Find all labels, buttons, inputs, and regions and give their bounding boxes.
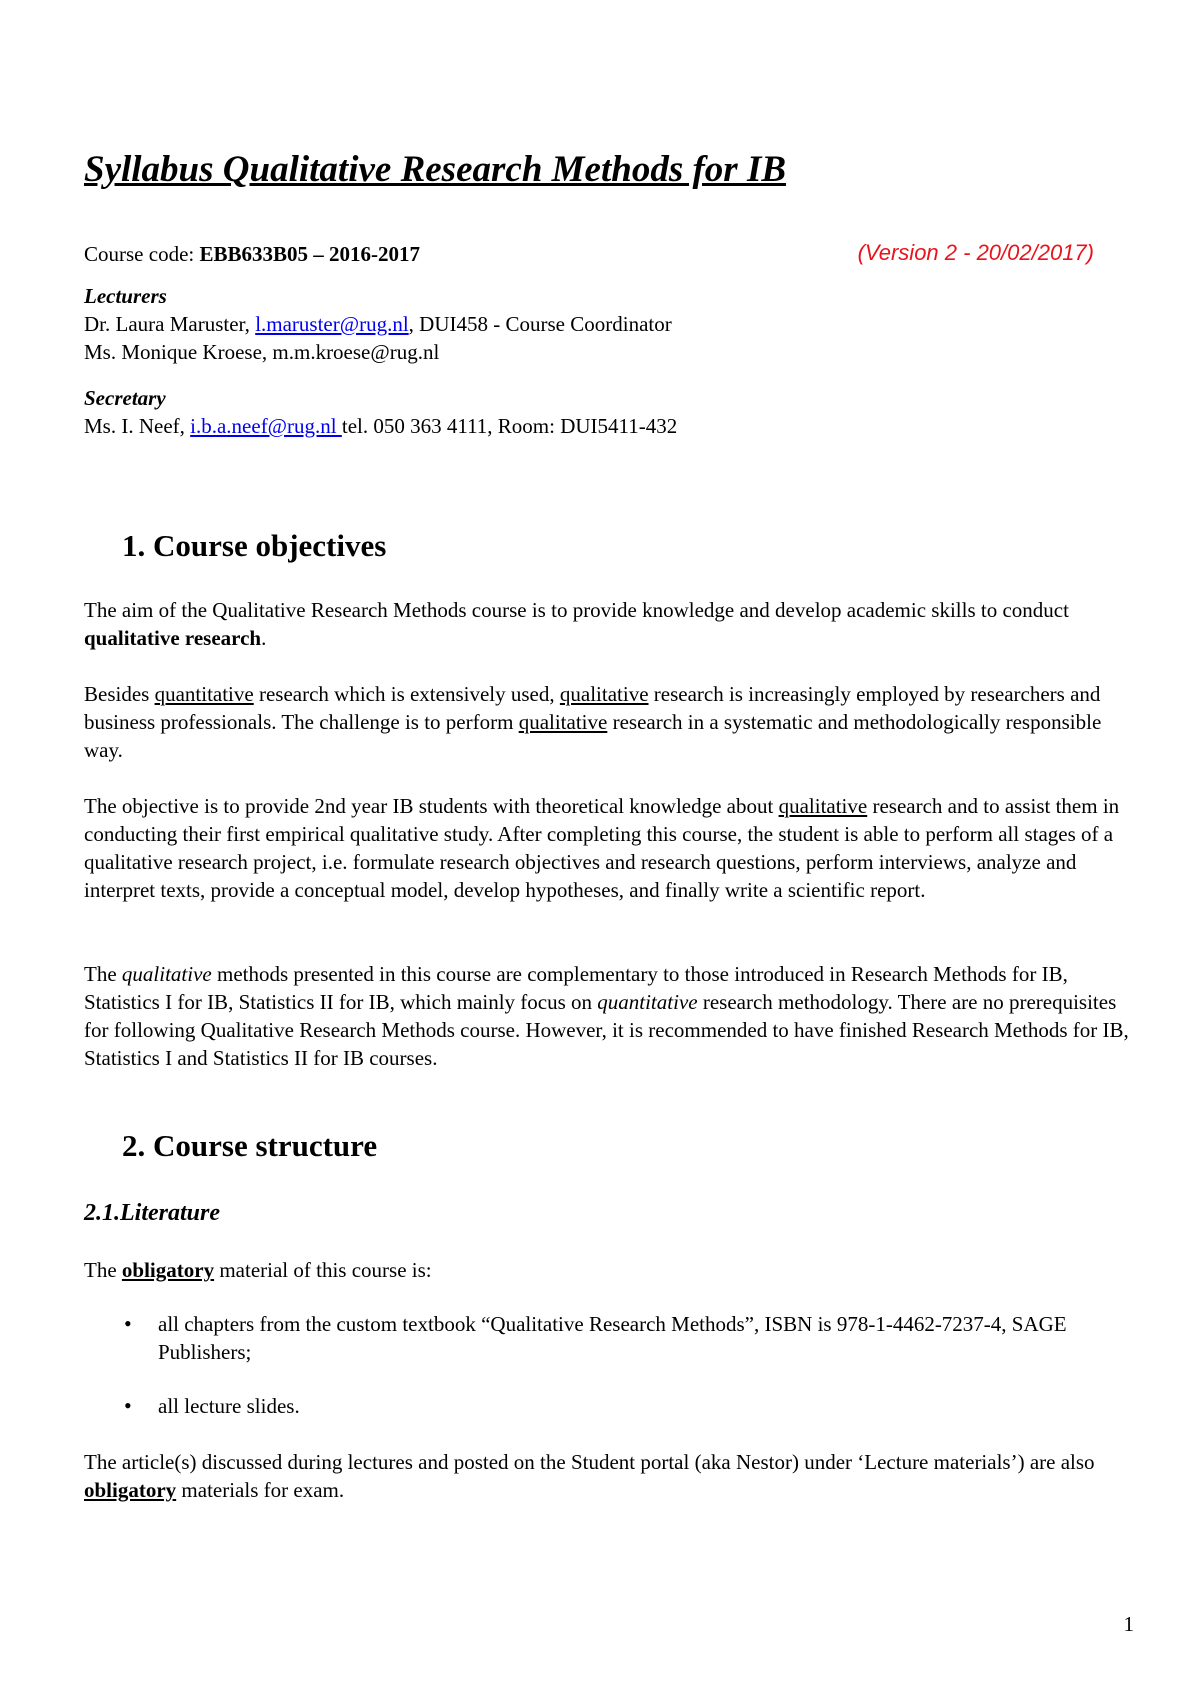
- section-2-heading: 2. Course structure: [122, 1128, 378, 1163]
- lecturers-heading: Lecturers: [84, 284, 167, 308]
- bullet-icon: •: [124, 1393, 132, 1418]
- lecturer-1-role: , DUI458 - Course Coordinator: [408, 312, 672, 336]
- lecturer-1-name: Dr. Laura Maruster,: [84, 312, 256, 336]
- bullet-icon: •: [124, 1311, 132, 1336]
- subsection-literature-heading: 2.1.Literature: [84, 1200, 220, 1226]
- literature-intro: The obligatory material of this course is:: [84, 1258, 432, 1282]
- page-number: 1: [1123, 1612, 1134, 1636]
- lecturer-2: Ms. Monique Kroese, m.m.kroese@rug.nl: [84, 340, 440, 364]
- course-code-line: [84, 242, 1134, 267]
- course-code-value: EBB633B05 – 2016-2017: [199, 242, 421, 266]
- lecturer-1-email-link[interactable]: l.maruster@rug.nl: [255, 312, 409, 336]
- objectives-paragraph-4: The qualitative methods presented in this course are complementary to those introduced in Research Methods for IB, Statistics I for IB, Statistics II for IB, which mainly focus on quantitative research methodology. There are no prerequisites for following Qualitative Research Methods course. However, it is recommended to have finished Research Methods for IB, Statistics I and Statistics II for IB courses.: [84, 962, 1129, 1070]
- secretary-name: Ms. I. Neef,: [84, 414, 191, 438]
- list-item-text: all chapters from the custom textbook “Qualitative Research Methods”, ISBN is 978-1-4462-7237-4, SAGE Publishers;: [158, 1312, 1067, 1364]
- secretary-heading: Secretary: [84, 386, 166, 410]
- objectives-paragraph-1: The aim of the Qualitative Research Methods course is to provide knowledge and develop academic skills to conduct qualitative research.: [84, 598, 1069, 650]
- secretary-block: [84, 384, 677, 440]
- version-note: (Version 2 - 20/02/2017): [857, 240, 1094, 265]
- section-1-heading: 1. Course objectives: [122, 528, 387, 563]
- objectives-paragraph-3: The objective is to provide 2nd year IB students with theoretical knowledge about qualitative research and to assist them in conducting their first empirical qualitative study. After completing this course, the student is able to perform all stages of a qualitative research project, i.e. formulate research objectives and research questions, perform interviews, analyze and interpret texts, provide a conceptual model, develop hypotheses, and finally write a scientific report.: [84, 794, 1120, 902]
- secretary-email-link[interactable]: i.b.a.neef@rug.nl: [190, 414, 342, 438]
- lecturers-block: [84, 282, 672, 366]
- literature-note: The article(s) discussed during lectures and posted on the Student portal (aka Nestor) under ‘Lecture materials’) are also obligatory materials for exam.: [84, 1450, 1095, 1502]
- list-item-text: all lecture slides.: [158, 1394, 300, 1418]
- secretary-line: [84, 412, 677, 440]
- page-title: Syllabus Qualitative Research Methods for IB: [84, 149, 787, 190]
- course-code-label: Course code:: [84, 242, 200, 266]
- secretary-contact: tel. 050 363 4111, Room: DUI5411-432: [341, 414, 678, 438]
- objectives-paragraph-2: Besides quantitative research which is extensively used, qualitative research is increasingly employed by researchers and business professionals. The challenge is to perform qualitative research in a systematic and methodologically responsible way.: [84, 682, 1102, 762]
- lecturer-1: [84, 310, 672, 338]
